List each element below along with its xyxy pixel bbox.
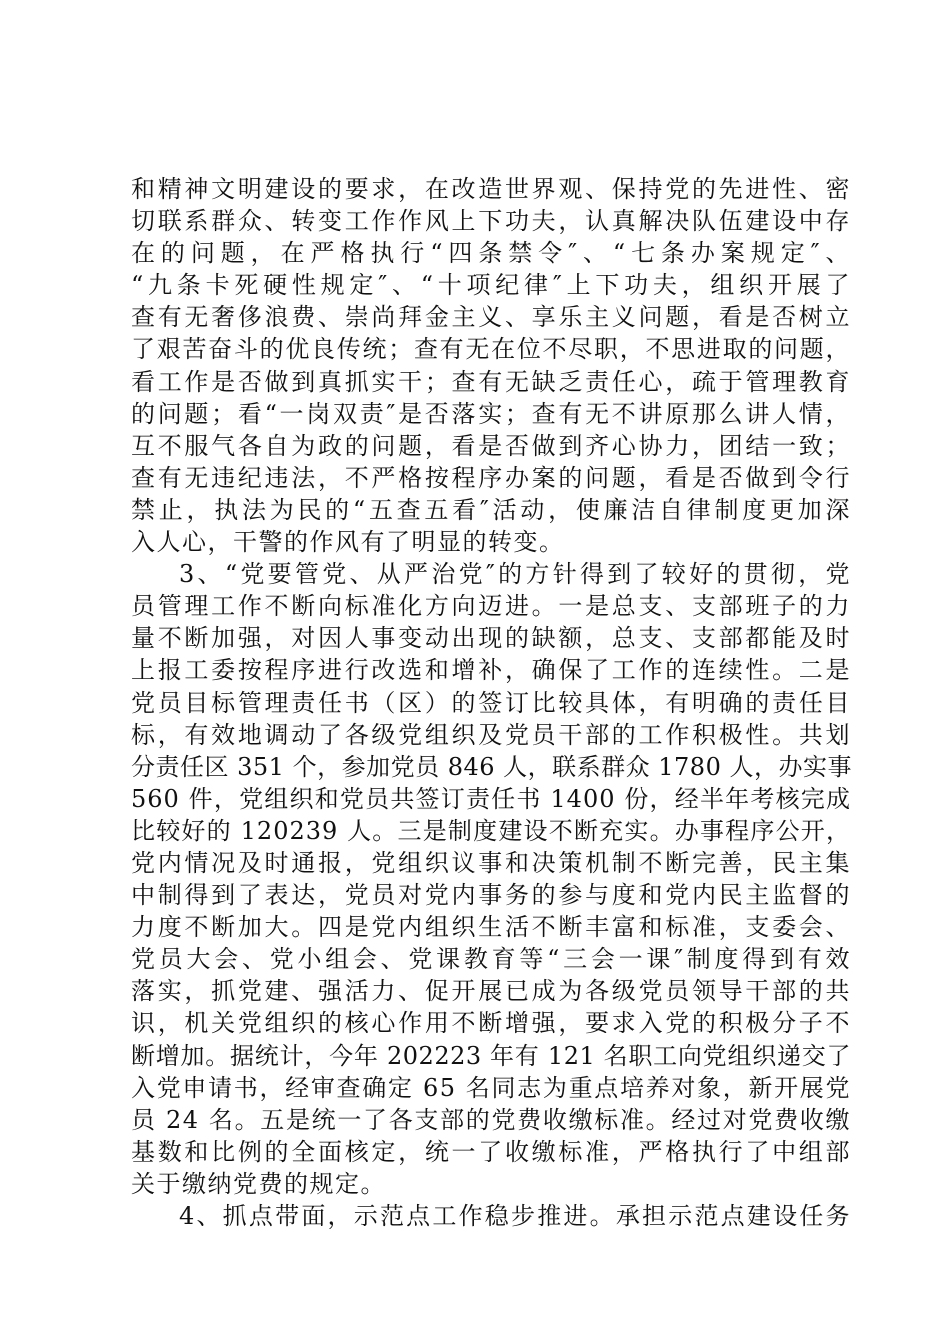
text-line: 了艰苦奋斗的优良传统；查有无在位不尽职，不思进取的问题， xyxy=(131,335,851,364)
text-line: 查有无违纪违法，不严格按程序办案的问题，看是否做到令行 xyxy=(131,463,851,492)
text-line: 切联系群众、转变工作作风上下功夫，认真解决队伍建设中存 xyxy=(131,207,851,236)
text-line: 上报工委按程序进行改选和增补，确保了工作的连续性。二是 xyxy=(131,656,851,685)
text-line: 560 件，党组织和党员共签订责任书 1400 份，经半年考核完成 xyxy=(131,784,851,813)
text-line: “九条卡死硬性规定″、“十项纪律″上下功夫，组织开展了 xyxy=(131,271,851,300)
text-line: 识，机关党组织的核心作用不断增强，要求入党的积极分子不 xyxy=(131,1009,851,1038)
text-line: 员管理工作不断向标准化方向迈进。一是总支、支部班子的力 xyxy=(131,592,851,621)
text-line: 禁止，执法为民的“五查五看″活动，使廉洁自律制度更加深 xyxy=(131,495,851,524)
text-line: 查有无奢侈浪费、崇尚拜金主义、享乐主义问题，看是否树立 xyxy=(131,303,851,332)
text-line: 3、“党要管党、从严治党″的方针得到了较好的贯彻，党 xyxy=(179,560,851,589)
text-line: 互不服气各自为政的问题，看是否做到齐心协力，团结一致； xyxy=(131,431,851,460)
text-line: 关于缴纳党费的规定。 xyxy=(131,1169,386,1198)
text-line: 党内情况及时通报，党组织议事和决策机制不断完善，民主集 xyxy=(131,848,851,877)
text-line: 4、抓点带面，示范点工作稳步推进。承担示范点建设任务 xyxy=(179,1202,851,1230)
text-line: 员 24 名。五是统一了各支部的党费收缴标准。经过对党费收缴 xyxy=(131,1105,851,1134)
text-line: 看工作是否做到真抓实干；查有无缺乏责任心，疏于管理教育 xyxy=(131,367,851,396)
text-line: 党员目标管理责任书（区）的签订比较具体，有明确的责任目 xyxy=(131,688,851,717)
text-line: 中制得到了表达，党员对党内事务的参与度和党内民主监督的 xyxy=(131,881,851,910)
text-line: 在的问题，在严格执行“四条禁令″、“七条办案规定″、 xyxy=(131,239,851,268)
text-line: 入党申请书，经审查确定 65 名同志为重点培养对象，新开展党 xyxy=(131,1073,851,1102)
text-line: 断增加。据统计，今年 202223 年有 121 名职工向党组织递交了 xyxy=(131,1041,851,1070)
text-line: 基数和比例的全面核定，统一了收缴标准，严格执行了中组部 xyxy=(131,1137,851,1166)
text-line: 标，有效地调动了各级党组织及党员干部的工作积极性。共划 xyxy=(131,720,851,749)
text-line: 量不断加强，对因人事变动出现的缺额，总支、支部都能及时 xyxy=(131,624,851,653)
text-line: 落实，抓党建、强活力、促开展已成为各级党员领导干部的共 xyxy=(131,977,851,1006)
text-line: 分责任区 351 个，参加党员 846 人，联系群众 1780 人，办实事 xyxy=(131,752,852,781)
text-line: 力度不断加大。四是党内组织生活不断丰富和标准，支委会、 xyxy=(131,913,851,942)
text-line: 的问题；看“一岗双责″是否落实；查有无不讲原那么讲人情， xyxy=(131,399,851,428)
text-line: 入人心，干警的作风有了明显的转变。 xyxy=(131,528,565,557)
document-body xyxy=(131,173,851,1232)
text-line: 党员大会、党小组会、党课教育等“三会一课″制度得到有效 xyxy=(131,945,851,974)
text-line: 比较好的 120239 人。三是制度建设不断充实。办事程序公开， xyxy=(131,816,851,845)
text-line: 和精神文明建设的要求，在改造世界观、保持党的先进性、密 xyxy=(131,175,851,203)
